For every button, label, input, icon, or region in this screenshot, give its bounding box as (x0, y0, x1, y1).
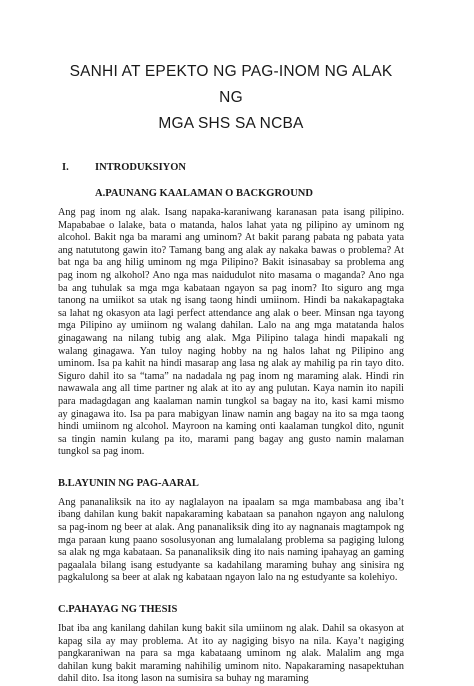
title-line-1: SANHI AT EPEKTO NG PAG-INOM NG ALAK NG (69, 63, 393, 106)
section-title: INTRODUKSIYON (95, 162, 187, 173)
section-number: I. (62, 162, 69, 173)
title-line-2: MGA SHS SA NCBA (158, 115, 304, 132)
paragraph-layunin: Ang pananaliksik na ito ay naglalayon na ipaalam sa mga mambabasa ang iba’t ibang dahilan kung bakit napakaraming kabataan sa panahon ngayon ang nalulong sa pag-inom ng beer at alak. Ang pananaliksik ding ito ay nagnanais magtampok ng mga paraan kung paano sosolusyonan ang lumalalang problema sa pagiging lulong sa alak ng mga kabataan. Sa pananaliksik ding ito nais naming ipahayag an gaming pagaalala bilang isang estudyante sa kadahilang maraming buhay ang sinisira ng pagkalulong sa beer at alak ng kabataan ngayon lalo na ng estudyante sa kolehiyo. (58, 496, 404, 584)
document-title (58, 0, 404, 137)
paragraph-background: Ang pag inom ng alak. Isang napaka-karaniwang karanasan pata isang pilipino. Mapababae o lalake, bata o matanda, halos lahat yata ng pilipino ay uminom ng alcohol. Bakit nga ba marami ang uminom? At bakit parang pabata ng pabata yata ang natututong gawin ito? Tamang bang ang alak ay nakaka bawas o problema? At bat nga ba ang hilig uminom ng mga Pilipino? Bakit isinasabay sa problema ang pag inom ng alkohol? Ano nga mas naidudulot nito masama o maganda? Ano nga ba ang tuhulak sa mga mga kabataan ngayon sa pag inom? Ito siguro ang mga tanong na umiikot sa utak ng isang taong hindi umiinom. Hindi ba nakakapagtaka sa lahat ng okasyon ata lagi perfect attendance ang alak o beer. Minsan nga tayong mga Pilipino ay umiinom ng walang dahilan. Lalo na ang mga matatanda halos ginagawang na nilang tubig ang alak. Mga Pilipino talaga hindi mapakali ng walang ginagawa. Yan tuloy naging hobby na ng halos lahat ng Pilipino ang uminom. Isa pa kahit na hindi masarap ang lasa ng alak ay mahilig pa rin tayo dito. Siguro dahil ito sa “tama” na nadadala ng pag inom ng maraming alak. Hindi rin nawawala ang all time partner ng alak at ito ay ang pulutan. Kaya namin ito napili para madagdagan ang kaalaman namin tungkol sa bagay na ito, kasi kami mismo ay ginagawa ito. Isa pa para mabigyan linaw namin ang bagay na ito sa mga taong hindi umiinom ng alcohol. Mayroon na kaming onti kaalaman tungkol dito, ngunit sa tingin namin kulang pa ito, marami pang bagay ang gusto namin malaman tungkol sa pag inom. (58, 207, 404, 458)
section-heading-introduksiyon (58, 161, 404, 174)
subheading-paunang-kaalaman: A.PAUNANG KAALAMAN O BACKGROUND (95, 188, 313, 199)
subheading-layunin: B.LAYUNIN NG PAG-AARAL (58, 477, 199, 489)
subheading-pahayag-ng-thesis: C.PAHAYAG NG THESIS (58, 604, 178, 616)
paragraph-thesis: Ibat iba ang kanilang dahilan kung bakit sila umiinom ng alak. Dahil sa okasyon at kapag sila ay may problema. At ito ay nagiging bisyo na nila. Kaya’t nagiging pangkaraniwan na para sa mga kabataang uminom ng alak. Malalim ang mga dahilan kung bakit maraming nahihilig uminom nito. Napakaraming nasapektuhan dahil dito. Isa itong lason na sumisira sa buhay ng maraming (58, 623, 404, 685)
